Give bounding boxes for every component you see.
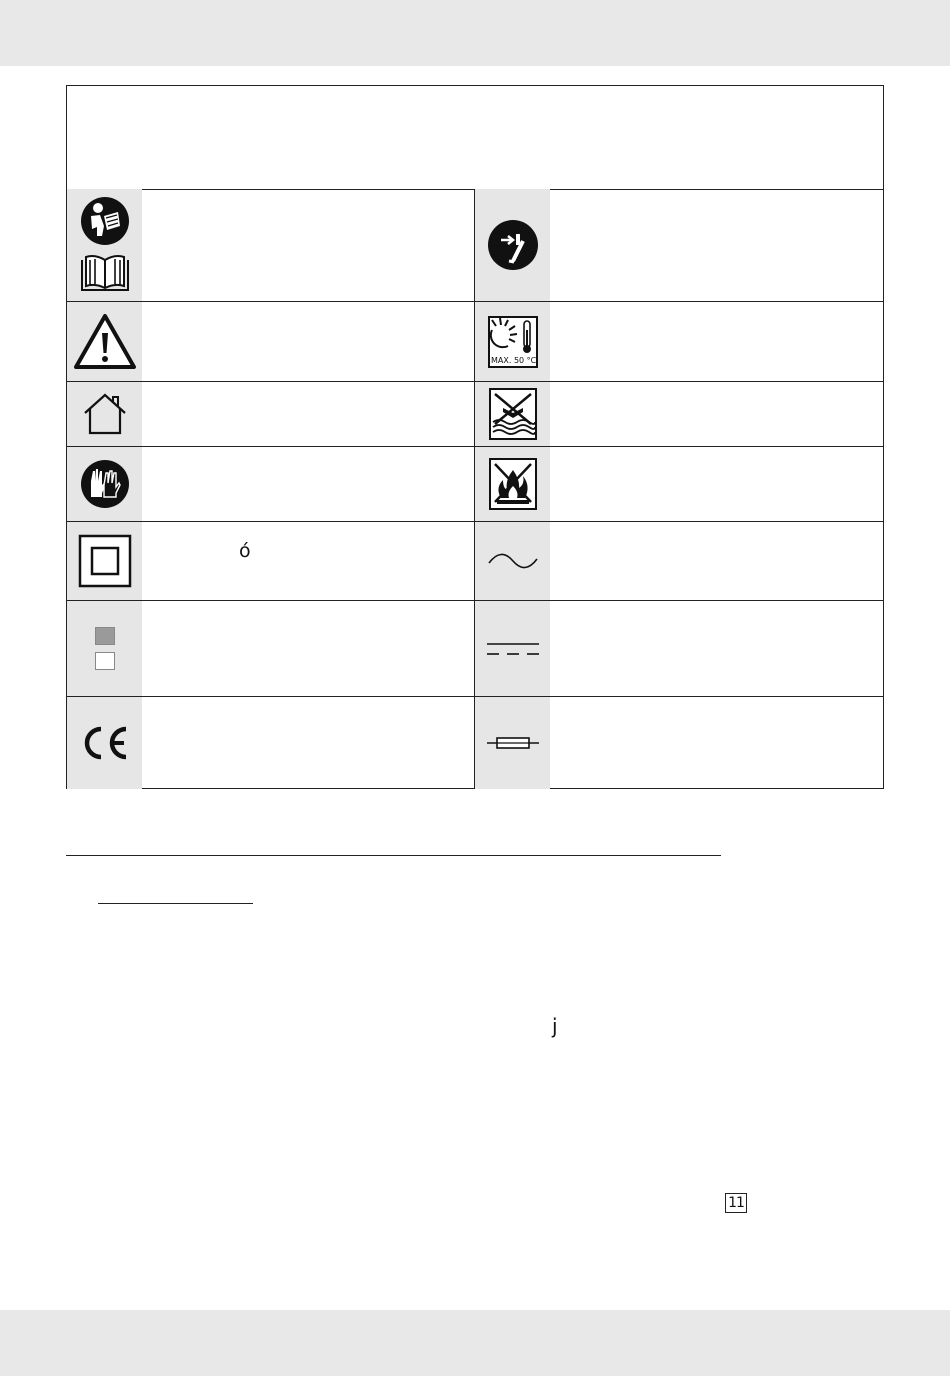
table-cell-right xyxy=(475,697,883,789)
description xyxy=(142,601,474,696)
table-row xyxy=(67,189,883,302)
icon-column xyxy=(475,302,550,381)
max-temperature-sun-icon xyxy=(488,316,538,368)
table-cell-right xyxy=(475,382,883,446)
symbol-table xyxy=(66,85,884,789)
ce-mark-icon xyxy=(80,726,130,760)
icon-column xyxy=(67,189,142,301)
table-row xyxy=(67,447,883,522)
table-row xyxy=(67,697,883,789)
subheading-rule xyxy=(98,903,253,904)
warning-triangle-icon xyxy=(73,313,137,371)
body-text-fragment: j xyxy=(552,1014,558,1038)
table-cell-left xyxy=(67,522,475,600)
protection-class-ii-icon xyxy=(78,534,132,588)
led-indicator-squares-icon xyxy=(94,626,116,672)
figure-reference-box: 11 xyxy=(725,1193,747,1213)
table-cell-right xyxy=(475,522,883,600)
icon-column xyxy=(475,189,550,301)
description xyxy=(142,189,474,301)
manual-book-icon xyxy=(79,252,131,294)
max-temperature-label: MAX. 50 °C xyxy=(490,355,536,365)
icon-column xyxy=(67,447,142,521)
alternating-current-icon xyxy=(487,549,539,573)
bottom-margin-band xyxy=(0,1310,950,1376)
table-row xyxy=(67,522,883,601)
description xyxy=(550,447,883,521)
table-cell-left xyxy=(67,189,475,301)
table-cell-right xyxy=(475,601,883,696)
indoor-use-house-icon xyxy=(80,393,130,435)
description-text: ó xyxy=(239,540,251,562)
description xyxy=(142,382,474,446)
description xyxy=(142,447,474,521)
icon-column xyxy=(67,697,142,789)
table-cell-right xyxy=(475,447,883,521)
table-cell-left xyxy=(67,447,475,521)
table-cell-right xyxy=(475,302,883,381)
table-header xyxy=(67,86,883,190)
table-cell-left xyxy=(67,697,475,789)
description xyxy=(550,601,883,696)
icon-column xyxy=(67,302,142,381)
description xyxy=(550,382,883,446)
table-row xyxy=(67,382,883,447)
wear-gloves-icon xyxy=(80,459,130,509)
icon-column xyxy=(475,447,550,521)
direct-current-icon xyxy=(485,641,541,657)
table-row xyxy=(67,302,883,382)
read-manual-icon xyxy=(80,196,130,246)
description xyxy=(550,189,883,301)
icon-column xyxy=(67,601,142,696)
table-cell-left xyxy=(67,302,475,381)
icon-column xyxy=(475,522,550,600)
description xyxy=(550,522,883,600)
icon-column xyxy=(475,697,550,789)
description xyxy=(142,697,474,789)
flammable-fire-icon xyxy=(489,458,537,510)
section-heading-rule xyxy=(66,855,721,856)
disconnect-plug-icon xyxy=(487,219,539,271)
table-cell-right xyxy=(475,189,883,301)
icon-column xyxy=(475,601,550,696)
table-row xyxy=(67,601,883,697)
description xyxy=(142,302,474,381)
icon-column xyxy=(475,382,550,446)
fuse-icon xyxy=(485,735,541,751)
description xyxy=(550,302,883,381)
description xyxy=(142,522,474,600)
do-not-immerse-icon xyxy=(489,388,537,440)
description xyxy=(550,697,883,789)
icon-column xyxy=(67,522,142,600)
top-margin-band xyxy=(0,0,950,66)
table-cell-left xyxy=(67,382,475,446)
table-cell-left xyxy=(67,601,475,696)
icon-column xyxy=(67,382,142,446)
